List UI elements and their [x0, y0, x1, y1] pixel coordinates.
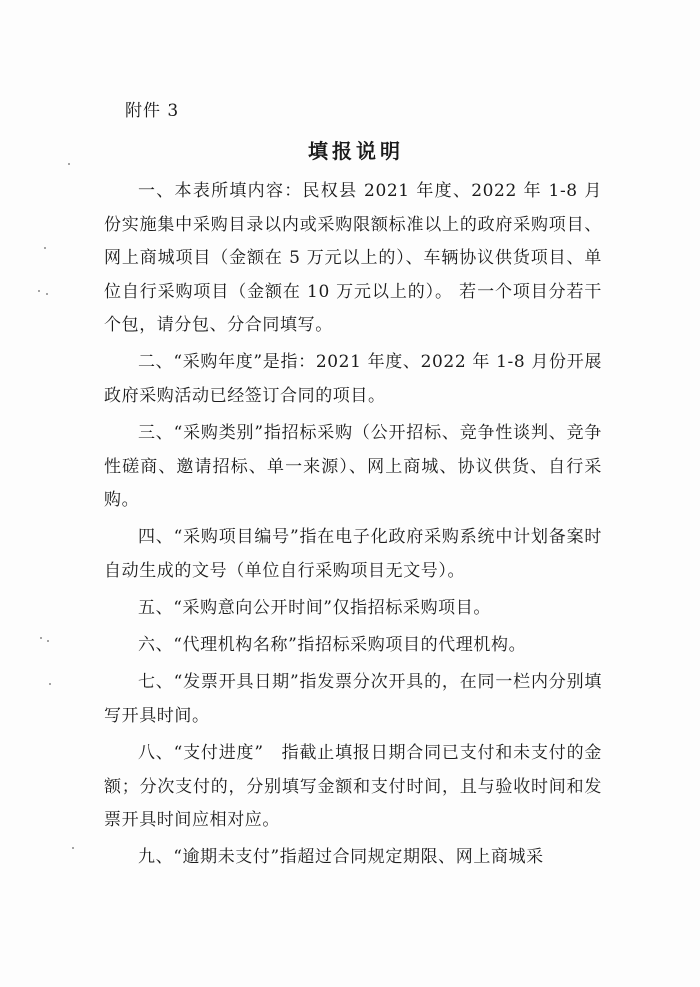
paragraph-2: 二、“采购年度”是指：2021 年度、2022 年 1-8 月份开展政府采购活动已经签订合同的项目。	[104, 352, 602, 407]
scan-speck	[47, 640, 49, 642]
scan-speck	[46, 293, 48, 295]
scan-speck	[72, 847, 74, 849]
document-title: 填报说明	[308, 139, 404, 163]
paragraph-5: 五、“采购意向公开时间”仅指招标采购项目。	[138, 598, 491, 619]
scan-speck	[68, 163, 70, 165]
attachment-label: 附件 3	[125, 101, 180, 121]
paragraph-6: 六、“代理机构名称”指招标采购项目的代理机构。	[138, 635, 527, 656]
paragraph-8: 八、“支付进度” 指截止填报日期合同已支付和未支付的金额；分次支付的，分别填写金额和支付时间，且与验收时间和发票开具时间应相对应。	[104, 743, 602, 831]
scan-speck	[38, 290, 40, 292]
scan-speck	[44, 247, 46, 249]
paragraph-1: 一、本表所填内容：民权县 2021 年度、2022 年 1-8 月份实施集中采购目录以内或采购限额标准以上的政府采购项目、网上商城项目（金额在 5 万元以上的）、车辆协议供货项目、单位自行采购项目（金额在 10 万元以上的）。 若一个项目分若干个包，请分包、分合同填写。	[104, 181, 602, 336]
scan-speck	[49, 683, 51, 685]
paragraph-4: 四、“采购项目编号”指在电子化政府采购系统中计划备案时自动生成的文号（单位自行采购项目无文号）。	[104, 527, 602, 582]
paragraph-7: 七、“发票开具日期”指发票分次开具的，在同一栏内分别填写开具时间。	[104, 672, 602, 726]
paragraph-3: 三、“采购类别”指招标采购（公开招标、竞争性谈判、竞争性磋商、邀请招标、单一来源）、网上商城、协议供货、自行采购。	[104, 423, 602, 511]
scan-speck	[40, 637, 42, 639]
instructions-body	[104, 175, 602, 878]
paragraph-9: 九、“逾期未支付”指超过合同规定期限、网上商城采	[138, 847, 544, 868]
